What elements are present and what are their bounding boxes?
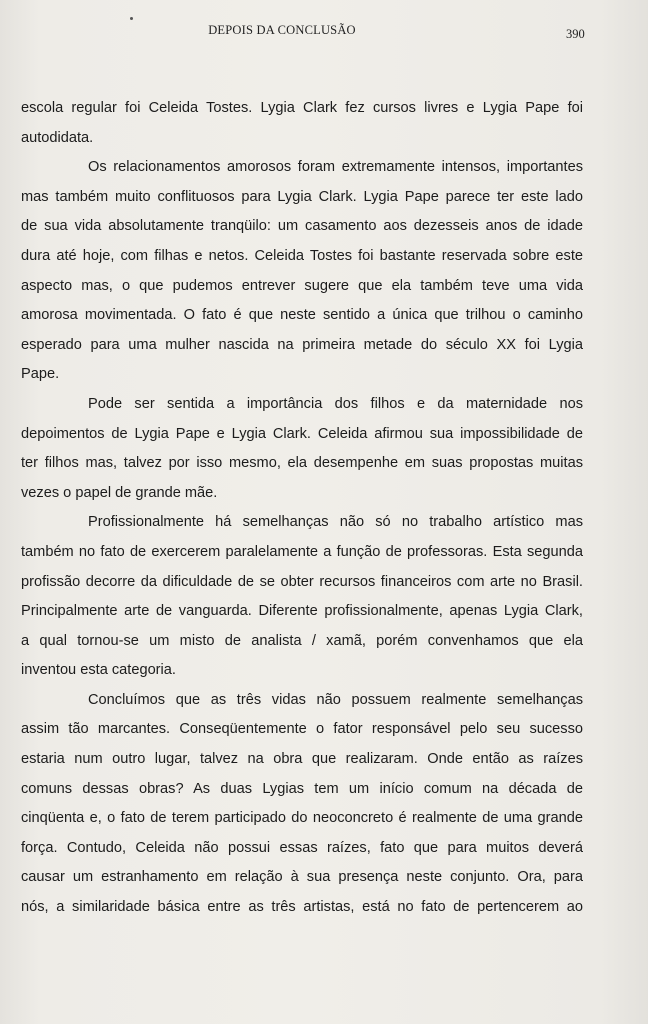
text-line: ter filhos mas, talvez por isso mesmo, ela desempenhe em suas propostas muitas <box>21 455 583 472</box>
text-line: dura até hoje, com filhas e netos. Celeida Tostes foi bastante reservada sobre este <box>21 247 583 264</box>
text-line: força. Contudo, Celeida não possui essas raízes, fato que para muitos deverá <box>21 839 583 856</box>
text-line: Pode ser sentida a importância dos filhos e da maternidade nos <box>88 395 583 412</box>
text-line: comuns dessas obras? As duas Lygias tem um início comum na década de <box>21 780 583 797</box>
text-line: amorosa movimentada. O fato é que neste sentido a única que trilhou o caminho <box>21 307 583 324</box>
text-line: estaria num outro lugar, talvez na obra que realizaram. Onde então as raízes <box>21 751 583 768</box>
running-header-title: DEPOIS DA CONCLUSÃO <box>208 23 356 37</box>
text-line: autodidata. <box>21 129 94 146</box>
text-line: cinqüenta e, o fato de terem participado do neoconcreto é realmente de uma grande <box>21 810 583 827</box>
text-line: assim tão marcantes. Conseqüentemente o fator responsável pelo seu sucesso <box>21 721 583 738</box>
text-line: também no fato de exercerem paralelamente a função de professoras. Esta segunda <box>21 543 583 560</box>
text-line: Profissionalmente há semelhanças não só no trabalho artístico mas <box>88 514 583 531</box>
text-line: Pape. <box>21 366 60 383</box>
text-line: Concluímos que as três vidas não possuem realmente semelhanças <box>88 691 583 708</box>
text-line: esperado para uma mulher nascida na primeira metade do século XX foi Lygia <box>21 336 583 353</box>
text-line: vezes o papel de grande mãe. <box>21 484 218 501</box>
page-speck <box>130 17 133 20</box>
text-line: aspecto mas, o que pudemos entrever sugere que ela também teve uma vida <box>21 277 583 294</box>
text-line: a qual tornou-se um misto de analista / xamã, porém convenhamos que ela <box>21 632 583 649</box>
text-line: escola regular foi Celeida Tostes. Lygia Clark fez cursos livres e Lygia Pape foi <box>21 100 583 116</box>
text-line: causar um estranhamento em relação à sua presença neste conjunto. Ora, para <box>21 869 583 886</box>
text-line: Principalmente arte de vanguarda. Diferente profissionalmente, apenas Lygia Clark, <box>21 603 583 620</box>
page-number: 390 <box>566 27 585 41</box>
text-line: Os relacionamentos amorosos foram extremamente intensos, importantes <box>88 159 583 176</box>
text-line: nós, a similaridade básica entre as três artistas, está no fato de pertencerem ao <box>21 899 583 916</box>
text-line: mas também muito conflituosos para Lygia Clark. Lygia Pape parece ter este lado <box>21 188 583 205</box>
text-line: profissão decorre da dificuldade de se obter recursos financeiros com arte no Brasil. <box>21 573 583 590</box>
text-line: inventou esta categoria. <box>21 662 176 679</box>
text-line: depoimentos de Lygia Pape e Lygia Clark. Celeida afirmou sua impossibilidade de <box>21 425 583 442</box>
body-text <box>21 94 583 923</box>
text-line: de sua vida absolutamente tranqüilo: um casamento aos dezesseis anos de idade <box>21 218 583 235</box>
